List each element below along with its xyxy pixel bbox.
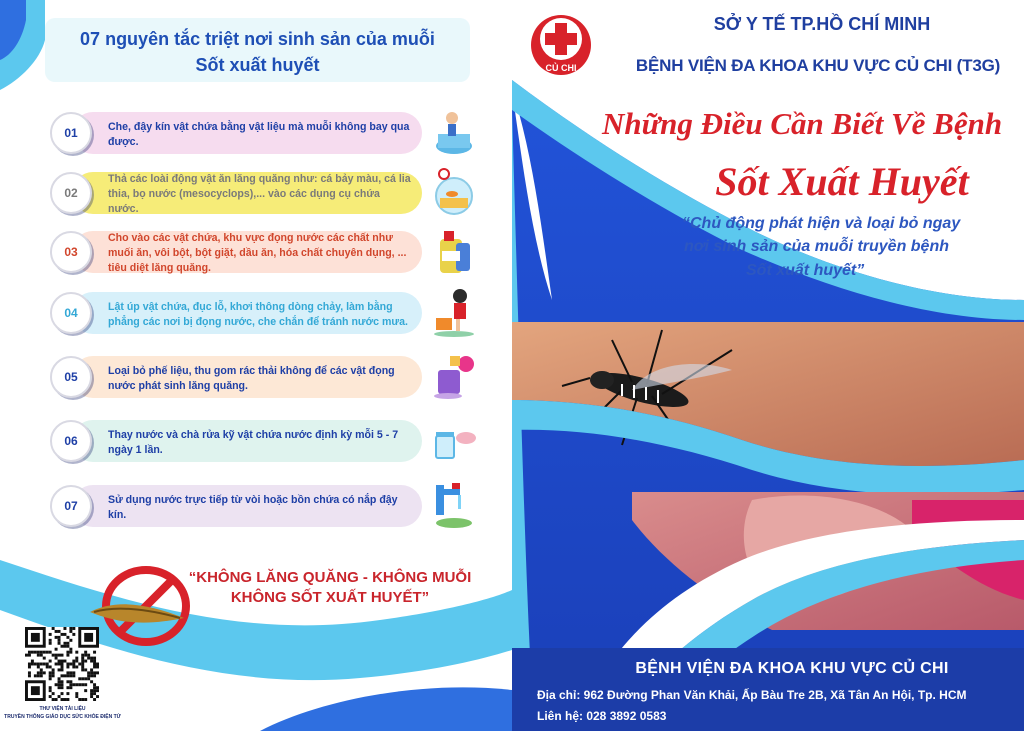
qr-code[interactable] (25, 627, 99, 701)
rule-item (50, 292, 422, 334)
rule-item (50, 231, 422, 273)
rule-number: 06 (50, 420, 92, 462)
rule-number: 07 (50, 485, 92, 527)
rule-text: Loại bỏ phế liệu, thu gom rác thải không để các vật đọng nước phát sinh lăng quăng. (72, 356, 422, 398)
rule-number: 01 (50, 112, 92, 154)
footer-address: Địa chỉ: 962 Đường Phan Văn Khải, Ấp Bàu Tre 2B, Xã Tân An Hội, Tp. HCM (537, 688, 967, 702)
footer-hospital-name: BỆNH VIỆN ĐA KHOA KHU VỰC CỦ CHI (635, 660, 949, 677)
bottle-icon (430, 225, 478, 277)
faucet-icon (430, 479, 478, 531)
rules-subtitle: Sốt xuất huyết (195, 55, 320, 75)
rule-number: 02 (50, 172, 92, 214)
rule-number: 05 (50, 356, 92, 398)
rule-text: Lật úp vật chứa, đục lỗ, khơi thông dòng chảy, làm bằng phẳng các nơi bị đọng nước, che chắn để tránh nước mưa. (72, 292, 422, 334)
rule-item (50, 172, 422, 214)
rule-number: 04 (50, 292, 92, 334)
rule-item (50, 420, 422, 462)
wash-icon (430, 414, 478, 466)
rule-number: 03 (50, 231, 92, 273)
slogan-line-2: KHÔNG SỐT XUẤT HUYẾT” (230, 589, 430, 606)
quote-line-3: Sốt xuất huyết” (746, 262, 865, 279)
hospital-name: BỆNH VIỆN ĐA KHOA KHU VỰC CỦ CHI (T3G) (635, 56, 1001, 75)
rule-text: Cho vào các vật chứa, khu vực đọng nước các chất như muối ăn, vôi bột, bột giặt, dầu ăn, hóa chất chuyên dụng, ... tiêu diệt lăng quăng. (72, 231, 422, 273)
qr-caption-line-2: TRUYỀN THÔNG GIÁO DỤC SỨC KHỎE ĐIỆN TỬ (4, 714, 121, 720)
child-icon (430, 286, 478, 338)
rule-text: Thay nước và chà rửa kỹ vật chứa nước định kỳ mỗi 5 - 7 ngày 1 lần. (72, 420, 422, 462)
rule-text: Che, đậy kín vật chứa bằng vật liệu mà muỗi không bay qua được. (72, 112, 422, 154)
slogan-line-1: “KHÔNG LĂNG QUĂNG - KHÔNG MUỖI (188, 569, 472, 586)
rule-text: Sử dụng nước trực tiếp từ vòi hoặc bồn chứa có nắp đậy kín. (72, 485, 422, 527)
rules-title: 07 nguyên tắc triệt nơi sinh sản của muỗi (80, 29, 435, 49)
main-title: Những Điều Cần Biết Về Bệnh (601, 106, 1003, 141)
right-panel (512, 0, 1024, 731)
rule-text: Thả các loài động vật ăn lăng quăng như: cá bảy màu, cá lia thia, bọ nước (mesocyclops),... vào các dụng cụ chứa nước. (72, 172, 422, 214)
qr-caption-line-1: THƯ VIỆN TÀI LIỆU (39, 706, 86, 712)
hospital-logo (530, 5, 592, 91)
department-name: SỞ Y TẾ TP.HỒ CHÍ MINH (713, 14, 931, 34)
fishbowl-icon (430, 166, 478, 218)
quote-line-2: nơi sinh sản của muỗi truyền bệnh (684, 238, 949, 255)
main-title-disease: Sốt Xuất Huyết (715, 159, 969, 204)
rules-title-box (45, 18, 470, 82)
logo-text: CỦ CHI (545, 63, 577, 73)
bucket-icon (430, 106, 478, 158)
qr-caption (0, 705, 125, 721)
trash-icon (430, 350, 478, 402)
slogan (165, 568, 495, 608)
rule-item (50, 485, 422, 527)
footer-phone: Liên hệ: 028 3892 0583 (537, 709, 667, 723)
quote-line-1: “Chủ động phát hiện và loại bỏ ngay (682, 215, 961, 232)
rule-item (50, 356, 422, 398)
rule-item (50, 112, 422, 154)
